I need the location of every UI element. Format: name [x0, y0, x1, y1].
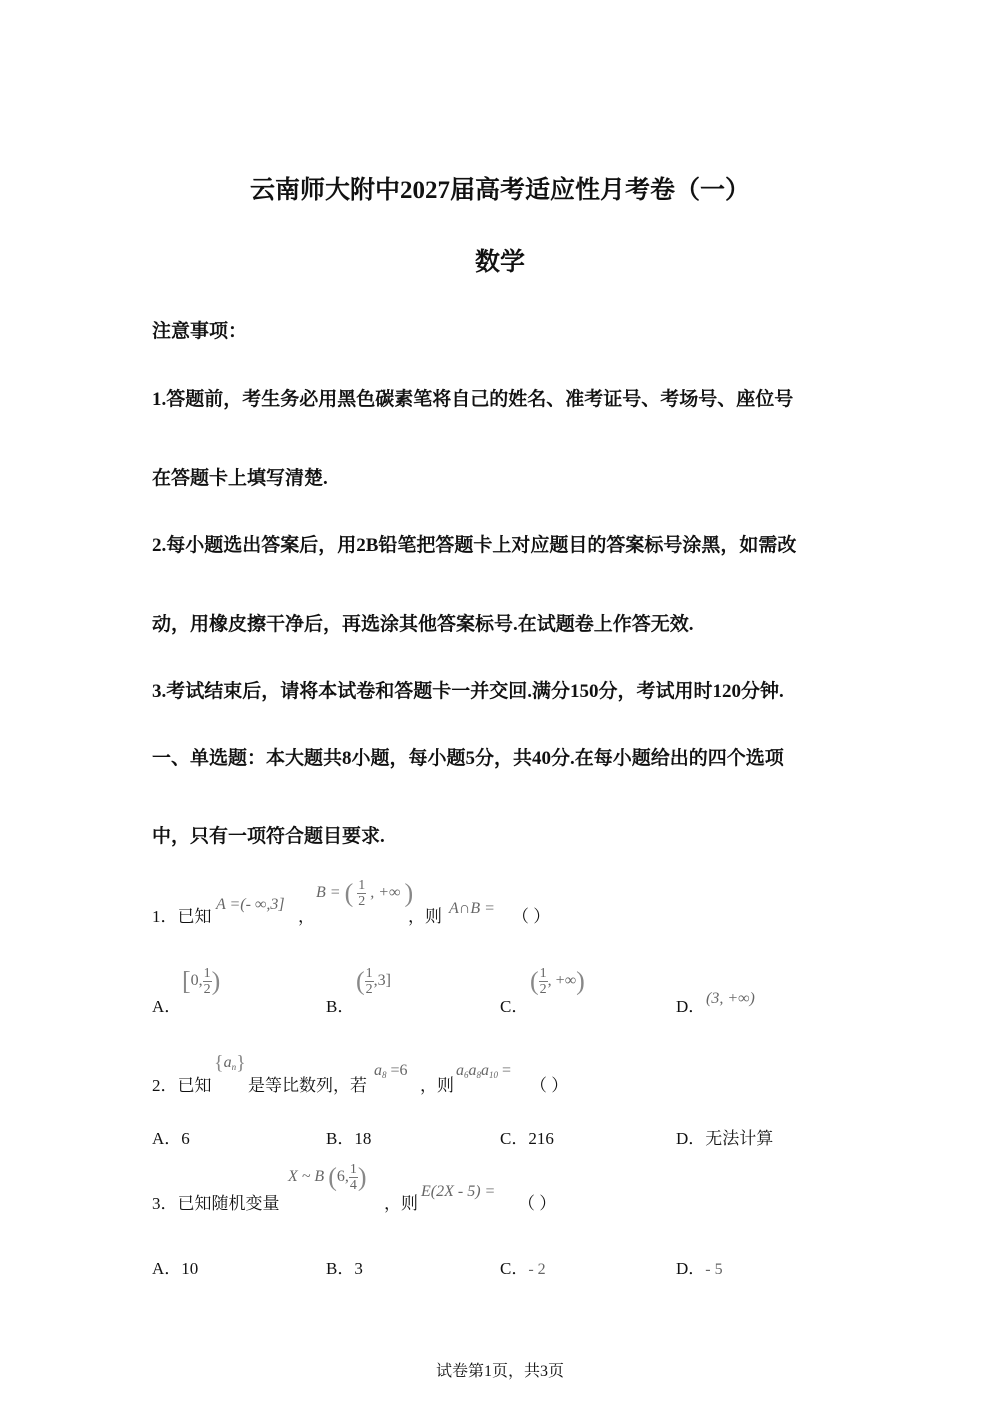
dist-n: 6, — [336, 1168, 349, 1186]
set-b-label: B = — [316, 884, 341, 902]
option-d-label: D． — [676, 1259, 706, 1278]
question-3-answer-blank: （ ） — [518, 1194, 557, 1213]
q2-option-b — [326, 1124, 371, 1149]
fraction — [203, 966, 212, 997]
dist-label: X ~ B — [288, 1168, 325, 1186]
question-1-stem-prefix: 1．已知 — [152, 907, 212, 926]
cond-subscript: 8 — [382, 1070, 387, 1080]
right-paren: ) — [357, 1162, 367, 1192]
set-b-tail: , +∞ — [370, 884, 401, 902]
option-b-label: B． — [326, 1129, 355, 1148]
prod-term-1: a — [456, 1062, 464, 1079]
fraction-numerator: 1 — [358, 878, 366, 893]
exam-title: 云南师大附中2027届高考适应性月考卷（一） — [249, 177, 750, 204]
option-d-text: - 5 — [705, 1261, 723, 1278]
q3-option-b — [326, 1254, 363, 1279]
question-2-condition — [374, 1062, 408, 1080]
q2-option-a — [152, 1124, 190, 1149]
notice-item-1-line-2: 在答题卡上填写清楚. — [152, 468, 328, 489]
question-2-stem-prefix: 2．已知 — [152, 1076, 212, 1095]
option-c-text: 216 — [528, 1129, 554, 1148]
right-paren: ) — [404, 878, 414, 908]
q1-option-b-value — [356, 966, 391, 997]
left-bracket: [ — [182, 966, 191, 996]
page-footer: 试卷第1页，共3页 — [435, 1363, 564, 1380]
question-2-product — [456, 1062, 511, 1080]
option-d-label: D． — [676, 1129, 706, 1148]
option-a-start: 0, — [190, 972, 203, 990]
right-brace: } — [236, 1052, 246, 1074]
q3-option-c — [500, 1254, 546, 1279]
prod-sub-1: 6 — [464, 1070, 469, 1080]
fraction-numerator: 1 — [349, 1162, 357, 1177]
prod-term-3: a — [481, 1062, 489, 1079]
option-c-label: C． — [500, 1259, 529, 1278]
question-1-then: ，则 — [408, 907, 442, 926]
section-1-heading-line-2: 中，只有一项符合题目要求. — [152, 826, 385, 847]
fraction — [365, 966, 374, 997]
question-3-stem-prefix: 3．已知随机变量 — [152, 1194, 280, 1213]
right-paren: ) — [211, 966, 221, 996]
notice-item-2-line-1: 2.每小题选出答案后，用2B铅笔把答题卡上对应题目的答案标号涂黑，如需改 — [152, 535, 797, 556]
option-c-text: - 2 — [528, 1261, 546, 1278]
left-paren: ( — [344, 878, 354, 908]
question-2-mid-2: ，则 — [420, 1076, 454, 1095]
fraction-numerator: 1 — [365, 966, 373, 981]
question-1-intersection: A∩B = — [449, 900, 495, 917]
option-a-label: A． — [152, 1259, 182, 1278]
option-a-label: A． — [152, 1129, 182, 1148]
q1-option-c-label: C． — [500, 997, 529, 1016]
option-c-label: C． — [500, 1129, 529, 1148]
fraction — [539, 966, 548, 997]
q2-option-d — [676, 1124, 773, 1149]
cond-term: a — [374, 1062, 382, 1079]
notice-item-2-line-2: 动，用橡皮擦干净后，再选涂其他答案标号.在试题卷上作答无效. — [152, 614, 694, 635]
prod-equals: = — [498, 1062, 512, 1079]
fraction-denominator: 4 — [349, 1178, 357, 1193]
option-c-end: , +∞ — [547, 972, 577, 990]
question-3-then: ，则 — [384, 1194, 418, 1213]
q1-option-d-value: (3, +∞) — [706, 990, 755, 1007]
prod-sub-3: 10 — [489, 1070, 498, 1080]
option-b-end: ,3] — [373, 972, 391, 990]
question-3-expectation: E(2X - 5) = — [421, 1183, 496, 1200]
prod-sub-2: 8 — [476, 1070, 481, 1080]
question-2-mid-1: 是等比数列，若 — [248, 1076, 367, 1095]
fraction-denominator: 2 — [539, 982, 547, 997]
question-3-distribution — [288, 1162, 367, 1193]
subject-title: 数学 — [474, 249, 525, 276]
left-brace: { — [214, 1052, 224, 1074]
q2-option-c — [500, 1124, 554, 1149]
q3-option-d — [676, 1254, 723, 1279]
fraction-denominator: 2 — [203, 982, 211, 997]
option-b-text: 3 — [354, 1259, 363, 1278]
option-b-label: B． — [326, 1259, 355, 1278]
cond-value: =6 — [386, 1062, 408, 1079]
fraction — [349, 1162, 358, 1193]
q3-option-a — [152, 1254, 198, 1279]
q1-option-a-value — [182, 966, 220, 997]
fraction-denominator: 2 — [358, 894, 366, 909]
left-paren: ( — [356, 966, 365, 996]
prod-term-2: a — [468, 1062, 477, 1079]
notice-item-3: 3.考试结束后，请将本试卷和答题卡一并交回.满分150分，考试用时120分钟. — [152, 681, 784, 702]
fraction-numerator: 1 — [203, 966, 211, 981]
question-1-set-a: A =(- ∞,3] — [216, 896, 285, 913]
q1-option-b-label: B． — [326, 997, 355, 1016]
notice-heading: 注意事项： — [152, 321, 248, 342]
fraction — [357, 878, 366, 909]
question-1-comma: ， — [298, 907, 315, 926]
question-2-sequence — [214, 1052, 246, 1075]
option-a-text: 6 — [181, 1129, 190, 1148]
sequence-term: a — [223, 1054, 232, 1072]
q1-option-d-label: D． — [676, 997, 706, 1016]
question-1-answer-blank: （ ） — [512, 907, 551, 926]
q1-option-c-value — [530, 966, 585, 997]
fraction-denominator: 2 — [365, 982, 373, 997]
left-paren: ( — [530, 966, 539, 996]
question-1-set-b — [316, 878, 413, 909]
notice-item-1-line-1: 1.答题前，考生务必用黑色碳素笔将自己的姓名、准考证号、考场号、座位号 — [152, 389, 794, 410]
sequence-subscript: n — [231, 1062, 237, 1073]
left-paren: ( — [328, 1162, 337, 1192]
question-2-answer-blank: （ ） — [530, 1076, 569, 1095]
option-d-text: 无法计算 — [705, 1129, 774, 1148]
option-a-text: 10 — [181, 1259, 199, 1278]
section-1-heading-line-1: 一、单选题：本大题共8小题，每小题5分，共40分.在每小题给出的四个选项 — [152, 748, 784, 769]
fraction-numerator: 1 — [539, 966, 547, 981]
right-paren: ) — [576, 966, 585, 996]
option-b-text: 18 — [354, 1129, 372, 1148]
q1-option-a-label: A． — [152, 997, 182, 1016]
